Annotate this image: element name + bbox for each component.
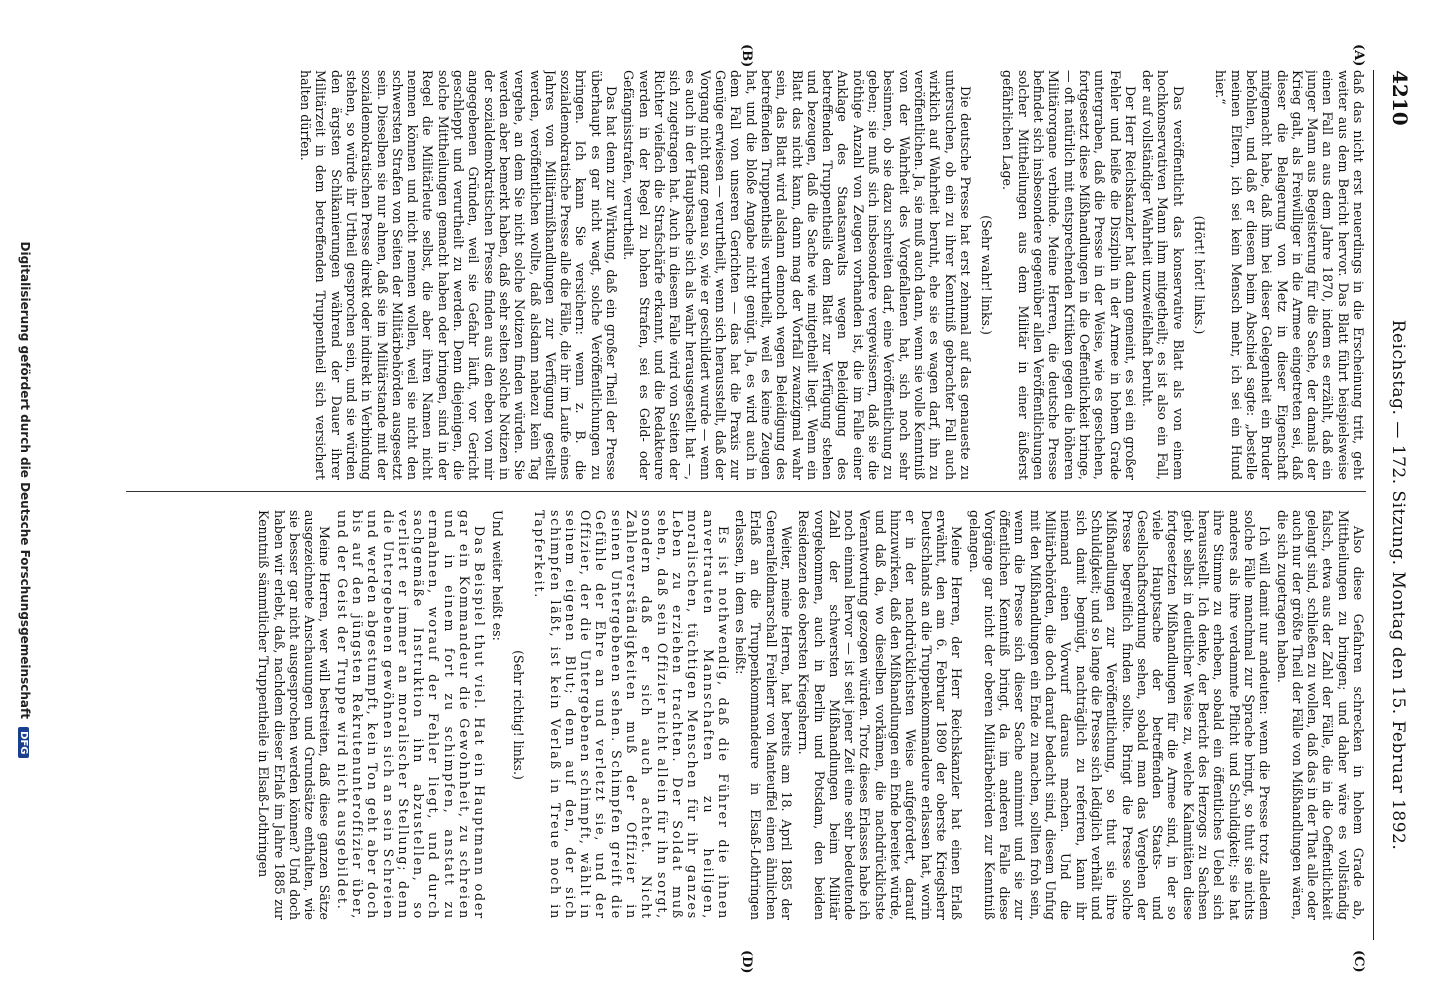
page-header xyxy=(1373,70,1418,940)
interjection: (Sehr wahr! links.) xyxy=(979,215,995,335)
quote-paragraph: Das Beispiel thut viel. Hat ein Hauptmann oder gar ein Kommandeur die Gewohnheit, zu schreien und in einem fort zu schimpfen, anstatt zu ermahnen, worauf der Fehler liegt, und durch sachgemäße Instruktion ihn abzustellen, so verliert er immer an moralischer Stellung; denn die Untergebenen gewöhnen sich an sein Schreien und werden abgestumpft, kein Ton geht aber doch bis auf den jüngsten Rekrutenunteroffizier über, und der Geist der Truppe wird nicht ausgebildet. xyxy=(334,510,488,920)
margin-marker-c: (C) xyxy=(1351,950,1366,973)
interjection: (Sehr richtig! links.) xyxy=(510,650,526,780)
paragraph: Der Herr Reichskanzler hat dann gemeint, es sei ein großer Fehler und heiße die Disziplin in der Armee in hohem Grade untergraben, daß die Presse in der Weise, wie es geschehen, fortgesetzt diese Mißhandlungen in die Oeffentlichkeit bringe, — oft natürlich mit entsprechenden Kritiken gegen die höheren Militärorgane verbinde. Meine Herren, die deutsche Presse befindet sich insbesondere gegenüber allen Veröffentlichungen solcher Mittheilungen aus dem Militär in einer äußerst gefährlichen Lage. xyxy=(1000,70,1138,480)
paragraph: Also diese Gefahren schrecken in hohem Grade ab, Mittheilungen zu bringen; und daher wäre es vollständig falsch, etwa aus der Zahl der Fälle, die in die Oeffentlichkeit gelangt sind, schließen zu wollen, daß das in der That alle oder auch nur der größte Theil der Fälle von Mißhandlungen wären, die sich zugetragen haben. xyxy=(1274,510,1366,920)
paragraph: Und weiter heißt es: xyxy=(489,510,505,641)
digitization-credit xyxy=(18,0,32,1000)
dfg-logo: DFG xyxy=(18,727,29,758)
margin-marker-b: (B) xyxy=(739,44,754,68)
paragraph: Die deutsche Presse hat erst zehnmal auf das genaueste zu untersuchen, ob ein zu ihrer Kenntniß gebrachter Fall auch wirklich auf Wahrheit beruht, ehe sie es wagen darf, ihn zu veröffentlichen. Ja, sie muß auch dann, wenn sie volle Kenntniß von der Wahrheit des Vorgefallenen hat, sich noch sehr besinnen, ob sie dazu schreiten darf, eine Veröffentlichung zu geben; sie muß sich insbesondere vergewissern, daß sie die nöthige Anzahl von Zeugen vorhanden ist, die im Falle einer Anklage des Staatsanwalts wegen Beleidigung des betreffenden Truppentheils dem Blatt zur Verfügung stehen und bezeugen, daß die Sache wie mitgetheilt liegt. Wenn ein Blatt das nicht kann, dann mag der Vorfall zwanzigmal wahr sein, das Blatt wird alsdann dennoch wegen Beleidigung des betreffenden Truppentheils verurtheilt, weil es keine Zeugen hat, und die bloße Angabe nicht genügt. Ja, es wird auch in dem Fall von unseren Gerichten — das hat die Praxis zur Genüge erwiesen — verurtheilt, wenn sich herausstellt, daß der Vorgang nicht ganz genau so, wie er geschildert wurde — wenn es auch in der Hauptsache sich als wahr herausgestellt hat —, sich zugetragen hat. Auch in diesem Falle wird von Seiten der Richter vielfach die Strafschärfe erkannt, und die Redakteure werden in der Regel zu hohen Strafen, sei es Geld- oder Gefängnisstrafen, verurtheilt. xyxy=(621,70,973,480)
margin-marker-a: (A) xyxy=(1351,44,1366,67)
page-title: Reichstag. — 172. Sitzung. Montag den 15. Februar 1892. xyxy=(1388,319,1408,851)
right-column xyxy=(126,510,1366,920)
quote-paragraph: Es ist nothwendig, daß die Führer die ihnen anvertrauten Mannschaften zu heiligen, moralischen, tüchtigen Menschen für ihr ganzes Leben zu erziehen trachten. Der Soldat muß sehen, daß sein Offizier nicht allein für ihn sorgt, sondern daß er sich auch achtet. Nicht Zahlenverständigkeiten muß der Offizier in seinen Untergebenen sehen. Schimpfen greift die Gefühle der Ehre an und verletzt sie, und der Offizier, der die Untergebenen schimpft, wählt in seinem eigenen Blut; denn auf den, der sich schimpfen läßt, ist kein Verlaß in Treue noch in Tapferkeit. xyxy=(532,510,731,920)
page-number: 4210 xyxy=(1388,70,1412,126)
paragraph: Das veröffentlicht das konservative Blatt als von einem hochkonservativen Mann ihm mitgetheilt; es ist also ein Fall, der auf vollständiger Wahrheit unzweifelhaft beruht. xyxy=(1140,70,1186,480)
margin-marker-d: (D) xyxy=(739,950,754,974)
paragraph: daß das nicht erst neuerdings in die Erscheinung tritt, geht weiter aus dem Bericht hervor. Das Blatt führt beispielsweise einen Fall an aus dem Jahre 1870, indem es erzählt, daß ein junger Mann aus Begeisterung für die Sache, der damals der Krieg galt, als Freiwilliger in die Armee eingetreten sei, daß dieser die Belagerung von Metz in dieser Eigenschaft mitgemacht habe, daß ihm bei dieser Gelegenheit ein Bruder befohlen, und daß er diesem beim Abschied sagte: „bestelle meinen Eltern, ich sei kein Mensch mehr, ich sei ein Hund hier.“ xyxy=(1213,70,1366,480)
credit-text: Digitalisierung gefördert durch die Deutsche Forschungsgemeinschaft xyxy=(18,241,32,719)
paragraph: Ich will damit nur andeuten: wenn die Presse trotz alledem solche Fälle manchmal zur Sprache bringt, so thut sie nichts anderes als ihre verdammte Pflicht und Schuldigkeit; sie hat ihre Stimme zu erheben, sobald ein öffentliches Uebel sich herausstellt. Ich denke, der Bericht des Herzogs zu Sachsen giebt selbst in deutlicher Weise zu, welche Kalamitäten diese fortgesetzten Mißhandlungen für die Armee sind, in der so viele Hauptsache der betreffenden Staats- und Gesellschaftsordnung sehen, sobald man das Vergehen der Presse begreiflich finden sollte. Bringt die Presse solche Mißhandlungen zur Veröffentlichung, so thut sie ihre Schuldigkeit; und so lange die Presse sich lediglich verhält und sich damit begnügt, nachträglich zu referiren, kann ihr niemand einen Vorwurf daraus machen. Und die Militärbehörden, die doch darauf bedacht sind, diesem Unfug mit den Mißhandlungen ein Ende zu machen, sollten froh sein, wenn die Presse sich dieser Sache annimmt und sie zur öffentlichen Kenntniß bringt, da im anderen Falle diese Vorgänge gar nicht der oberen Militärbehörden zur Kenntniß gelangen. xyxy=(966,510,1273,920)
column-divider xyxy=(126,491,1366,492)
paragraph: Meine Herren, der Herr Reichskanzler hat einen Erlaß erwähnt, den am 6. Februar 1890 der oberste Kriegsherr Deutschlands an die Truppenkommandeure erlassen hat, worin er in der nachdrücklichsten Weise aufgefordert, darauf hinzuwirken, daß den Mißhandlungen ein Ende bereitet würde, und daß da, wo dieselben vorkämen, die nachdrücklichste Verantwortung gezogen würden. Trotz dieses Erlasses habe ich noch einmal hervor — ist seit jener Zeit eine sehr bedeutende Zahl der schwersten Mißhandlungen beim Militär vorgekommen, auch in Berlin und Potsdam, den beiden Residenzen des obersten Kriegsherrn. xyxy=(796,510,965,920)
paragraph: Das hat denn zur Wirkung, daß ein großer Theil der Presse überhaupt es gar nicht wagt, solche Veröffentlichungen zu bringen. Ich kann Sie versichern: wenn z. B. die sozialdemokratische Presse alle die Fälle, die ihr im Laufe eines Jahres von Militärmißhandlungen zur Verfügung gestellt werden, veröffentlichen wollte, daß alsdann nahezu kein Tag vergehe, an dem Sie nicht solche Notizen finden würden. Sie werden aber bemerkt haben, daß sehr selten solche Notizen in der sozialdemokratischen Presse finden aus den eben von mir angegebenen Gründen, weil sie Gefahr läuft, vor Gericht geschleppt und verurtheilt zu werden. Denn diejenigen, die solche Mittheilungen gemacht haben oder bringen, sind in der Regel die Militärleute selbst, die aber ihren Namen nicht nennen können und nicht nennen wollen, weil sie nicht den schwersten Strafen von Seiten der Militärbehörden ausgesetzt sein. Dieselben sie nur ahnen, daß sie im Militärstande mit der sozialdemokratischen Presse direkt oder indirekt in Verbindung stehen, so würde ihr Urtheil gesprochen sein, und sie würden den ärgsten Schikanierungen während der Dauer ihrer Militärzeit in dem betreffenden Truppentheil sich versichert halten dürfen. xyxy=(298,70,620,480)
paragraph: Weiter, meine Herren, hat bereits am 18. April 1885 der Generalfeldmarschall Freiherr von Manteuffel einen ähnlichen Erlaß an die Truppenkommandeure in Elsaß-Lothringen erlassen, in dem es heißt: xyxy=(733,510,795,920)
paragraph: Meine Herren, wer will bestreiten, daß diese ganzen Sätze ausgezeichnete Anschauungen und Grundsätze enthalten, wie sie besser gar nicht ausgesprochen werden können? Und doch haben wir erlebt, daß, nachdem dieser Erlaß im Jahre 1885 zur Kenntniß sämmtlicher Truppentheile in Elsaß-Lothringen xyxy=(256,510,333,920)
interjection: (Hört! hört! links.) xyxy=(1192,215,1208,335)
left-column xyxy=(126,70,1366,480)
